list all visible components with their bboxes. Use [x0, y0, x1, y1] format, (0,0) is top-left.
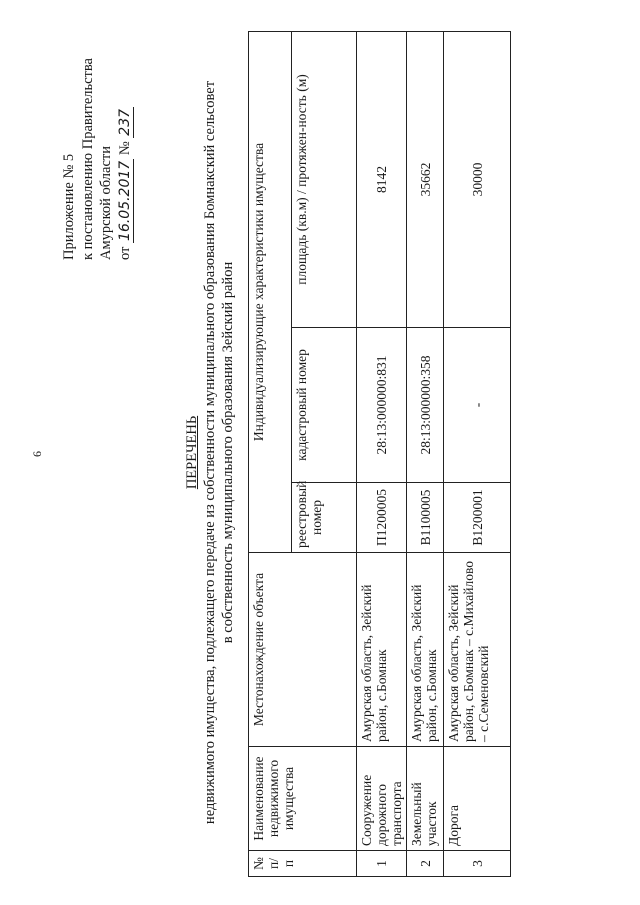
- table-row: [407, 31, 444, 876]
- date-prefix: от: [116, 246, 133, 260]
- cell-reg: П1200005: [357, 483, 407, 553]
- cell-area: 30000: [444, 31, 511, 327]
- header-characteristics: Индивидуализирующие характеристики имущества: [249, 31, 292, 552]
- handwritten-date: 16.05.2017: [116, 160, 133, 241]
- number-prefix: №: [116, 141, 133, 156]
- appendix-line-1: Приложение № 5: [61, 153, 77, 260]
- cell-reg: В1200001: [444, 483, 511, 553]
- table-row: [444, 31, 511, 876]
- document-title-line-2: недвижимого имущества, подлежащего передаче из собственности муниципального образования Бомнакский сельсовет: [202, 80, 218, 825]
- appendix-line-2: к постановлению Правительства: [79, 58, 96, 260]
- cell-area: 35662: [407, 31, 444, 327]
- header-area: площадь (кв.м) / протяжен-ность (м): [292, 31, 357, 327]
- appendix-block: [60, 58, 134, 260]
- document-title-line-3: в собственность муниципального образования Зейский район: [220, 261, 236, 644]
- cell-reg: В1100005: [407, 483, 444, 553]
- document-heading: ПЕРЕЧЕНЬ: [184, 415, 200, 490]
- handwritten-number: 237: [116, 108, 133, 136]
- cell-location: Амурская область, Зейский район, с.Бомнак – с.Михайлово – с.Семеновский: [444, 553, 511, 747]
- cell-num: 2: [407, 851, 444, 877]
- cell-cadastral: -: [444, 328, 511, 483]
- table-header-row: [249, 31, 292, 876]
- header-location: Местонахождение объекта: [249, 553, 357, 747]
- header-cadastral: кадастровый номер: [292, 328, 357, 483]
- cell-cadastral: 28:13:000000:831: [357, 328, 407, 483]
- cell-location: Амурская область, Зейский район, с.Бомнак: [357, 553, 407, 747]
- table-row: [357, 31, 407, 876]
- appendix-date-line: [116, 58, 135, 260]
- header-num: № п/п: [249, 851, 357, 877]
- cell-name: Сооружение дорожного транспорта: [357, 747, 407, 851]
- cell-num: 1: [357, 851, 407, 877]
- header-name: Наименование недвижимого имущества: [249, 747, 357, 851]
- cell-cadastral: 28:13:000000:358: [407, 328, 444, 483]
- cell-location: Амурская область, Зейский район, с.Бомнак: [407, 553, 444, 747]
- page-number: 6: [30, 451, 44, 457]
- cell-num: 3: [444, 851, 511, 877]
- header-reg-number: реестровый номер: [292, 483, 357, 553]
- cell-area: 8142: [357, 31, 407, 327]
- cell-name: Дорога: [444, 747, 511, 851]
- cell-name: Земельный участок: [407, 747, 444, 851]
- appendix-line-3: Амурской области: [98, 146, 114, 260]
- property-table: [248, 31, 511, 877]
